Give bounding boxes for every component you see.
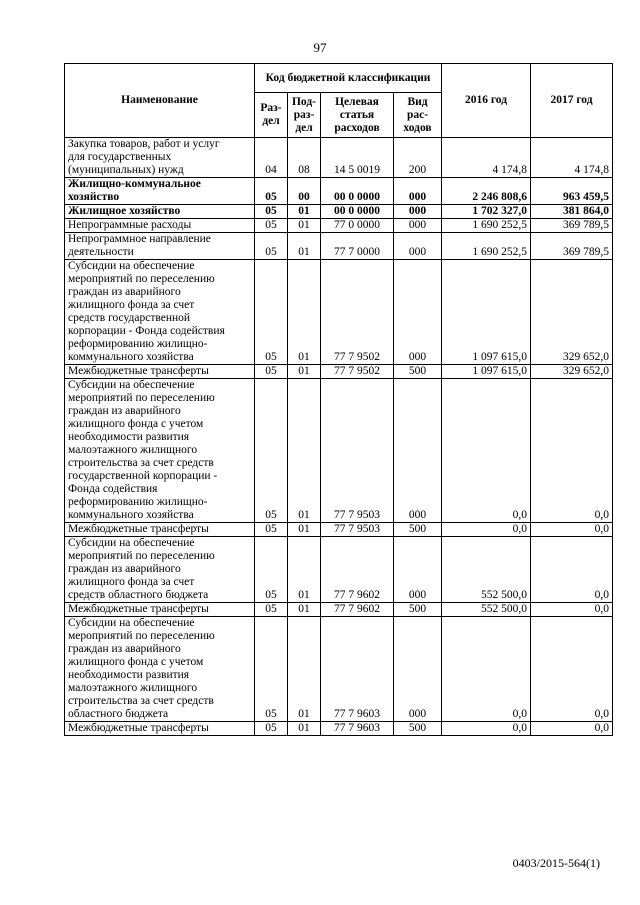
row-expense-type: 500	[394, 523, 442, 537]
row-subsection: 01	[288, 365, 321, 379]
row-subsection: 01	[288, 603, 321, 617]
row-amount-2017: 0,0	[531, 603, 613, 617]
table-row	[65, 178, 613, 205]
row-section: 05	[255, 219, 288, 233]
row-target-article: 77 7 9602	[321, 537, 394, 603]
row-amount-2017: 0,0	[531, 722, 613, 736]
row-target-article: 77 7 9603	[321, 722, 394, 736]
row-expense-type: 000	[394, 219, 442, 233]
row-amount-2017: 369 789,5	[531, 219, 613, 233]
header-target-article: Целевая статья расходов	[321, 93, 394, 138]
row-amount-2016: 0,0	[442, 379, 531, 523]
row-name: Субсидии на обеспечение мероприятий по переселению граждан из аварийного жилищного фонда с учетом необходимости развития малоэтажного жилищного строительства за счет средств областного бюджета	[65, 617, 255, 722]
row-section: 05	[255, 617, 288, 722]
row-amount-2016: 1 702 327,0	[442, 205, 531, 219]
table-row	[65, 603, 613, 617]
header-code-group: Код бюджетной классификации	[255, 64, 442, 93]
row-expense-type: 000	[394, 178, 442, 205]
row-target-article: 77 0 0000	[321, 219, 394, 233]
table-row	[65, 523, 613, 537]
row-subsection: 01	[288, 537, 321, 603]
table-row	[65, 379, 613, 523]
row-expense-type: 000	[394, 617, 442, 722]
row-subsection: 01	[288, 617, 321, 722]
row-name: Непрограммное направление деятельности	[65, 233, 255, 260]
row-amount-2016: 1 097 615,0	[442, 365, 531, 379]
row-subsection: 01	[288, 205, 321, 219]
row-subsection: 08	[288, 138, 321, 178]
row-section: 05	[255, 365, 288, 379]
table-row	[65, 722, 613, 736]
row-section: 05	[255, 233, 288, 260]
table-row	[65, 617, 613, 722]
header-year-2017: 2017 год	[531, 64, 613, 138]
row-amount-2016: 4 174,8	[442, 138, 531, 178]
page-number: 97	[313, 40, 327, 55]
row-name: Субсидии на обеспечение мероприятий по переселению граждан из аварийного жилищного фонда за счет средств государственной корпорации - Фонда содействия реформированию жилищно- коммунального хозяйства	[65, 260, 255, 365]
row-target-article: 77 7 9602	[321, 603, 394, 617]
row-amount-2017: 0,0	[531, 617, 613, 722]
row-amount-2016: 552 500,0	[442, 603, 531, 617]
row-target-article: 77 7 9603	[321, 617, 394, 722]
row-amount-2017: 329 652,0	[531, 365, 613, 379]
row-section: 05	[255, 178, 288, 205]
row-section: 05	[255, 379, 288, 523]
header-name: Наименование	[65, 64, 255, 138]
row-section: 05	[255, 537, 288, 603]
row-amount-2016: 1 690 252,5	[442, 233, 531, 260]
row-target-article: 77 7 9503	[321, 523, 394, 537]
row-amount-2016: 1 097 615,0	[442, 260, 531, 365]
table-row	[65, 260, 613, 365]
footer-document-code: 0403/2015-564(1)	[512, 856, 600, 870]
table-row	[65, 537, 613, 603]
row-name: Межбюджетные трансферты	[65, 722, 255, 736]
row-expense-type: 000	[394, 537, 442, 603]
row-section: 05	[255, 205, 288, 219]
row-amount-2017: 381 864,0	[531, 205, 613, 219]
row-amount-2017: 0,0	[531, 379, 613, 523]
row-amount-2017: 4 174,8	[531, 138, 613, 178]
row-name: Межбюджетные трансферты	[65, 603, 255, 617]
row-target-article: 77 7 9503	[321, 379, 394, 523]
row-target-article: 00 0 0000	[321, 205, 394, 219]
row-name: Непрограммные расходы	[65, 219, 255, 233]
row-section: 05	[255, 260, 288, 365]
row-amount-2016: 552 500,0	[442, 537, 531, 603]
row-subsection: 01	[288, 260, 321, 365]
row-subsection: 00	[288, 178, 321, 205]
row-amount-2016: 0,0	[442, 523, 531, 537]
header-section: Раз- дел	[255, 93, 288, 138]
row-name: Жилищно-коммунальное хозяйство	[65, 178, 255, 205]
row-expense-type: 000	[394, 379, 442, 523]
table-row	[65, 233, 613, 260]
row-section: 04	[255, 138, 288, 178]
row-expense-type: 500	[394, 603, 442, 617]
header-subsection: Под- раз- дел	[288, 93, 321, 138]
table-row	[65, 138, 613, 178]
row-amount-2016: 1 690 252,5	[442, 219, 531, 233]
row-name: Межбюджетные трансферты	[65, 523, 255, 537]
row-section: 05	[255, 523, 288, 537]
row-amount-2017: 329 652,0	[531, 260, 613, 365]
row-amount-2017: 369 789,5	[531, 233, 613, 260]
row-name: Закупка товаров, работ и услуг для государственных (муниципальных) нужд	[65, 138, 255, 178]
row-subsection: 01	[288, 523, 321, 537]
row-expense-type: 000	[394, 233, 442, 260]
row-section: 05	[255, 603, 288, 617]
table-row	[65, 219, 613, 233]
header-year-2016: 2016 год	[442, 64, 531, 138]
header-expense-type: Вид рас- ходов	[394, 93, 442, 138]
row-target-article: 14 5 0019	[321, 138, 394, 178]
row-target-article: 77 7 0000	[321, 233, 394, 260]
row-subsection: 01	[288, 722, 321, 736]
row-expense-type: 000	[394, 205, 442, 219]
row-amount-2016: 0,0	[442, 617, 531, 722]
row-target-article: 77 7 9502	[321, 260, 394, 365]
row-name: Жилищное хозяйство	[65, 205, 255, 219]
row-amount-2016: 2 246 808,6	[442, 178, 531, 205]
row-amount-2017: 0,0	[531, 537, 613, 603]
table-row	[65, 205, 613, 219]
row-section: 05	[255, 722, 288, 736]
row-amount-2017: 0,0	[531, 523, 613, 537]
row-expense-type: 500	[394, 722, 442, 736]
row-expense-type: 200	[394, 138, 442, 178]
row-name: Субсидии на обеспечение мероприятий по переселению граждан из аварийного жилищного фонда с учетом необходимости развития малоэтажного жилищного строительства за счет средств государственной корпорации - Фонда содействия реформированию жилищно- коммунального хозяйства	[65, 379, 255, 523]
budget-table	[64, 63, 613, 736]
row-name: Субсидии на обеспечение мероприятий по переселению граждан из аварийного жилищного фонда за счет средств областного бюджета	[65, 537, 255, 603]
row-subsection: 01	[288, 379, 321, 523]
row-subsection: 01	[288, 233, 321, 260]
row-expense-type: 500	[394, 365, 442, 379]
row-amount-2016: 0,0	[442, 722, 531, 736]
row-subsection: 01	[288, 219, 321, 233]
row-amount-2017: 963 459,5	[531, 178, 613, 205]
table-row	[65, 365, 613, 379]
row-expense-type: 000	[394, 260, 442, 365]
row-name: Межбюджетные трансферты	[65, 365, 255, 379]
row-target-article: 77 7 9502	[321, 365, 394, 379]
row-target-article: 00 0 0000	[321, 178, 394, 205]
